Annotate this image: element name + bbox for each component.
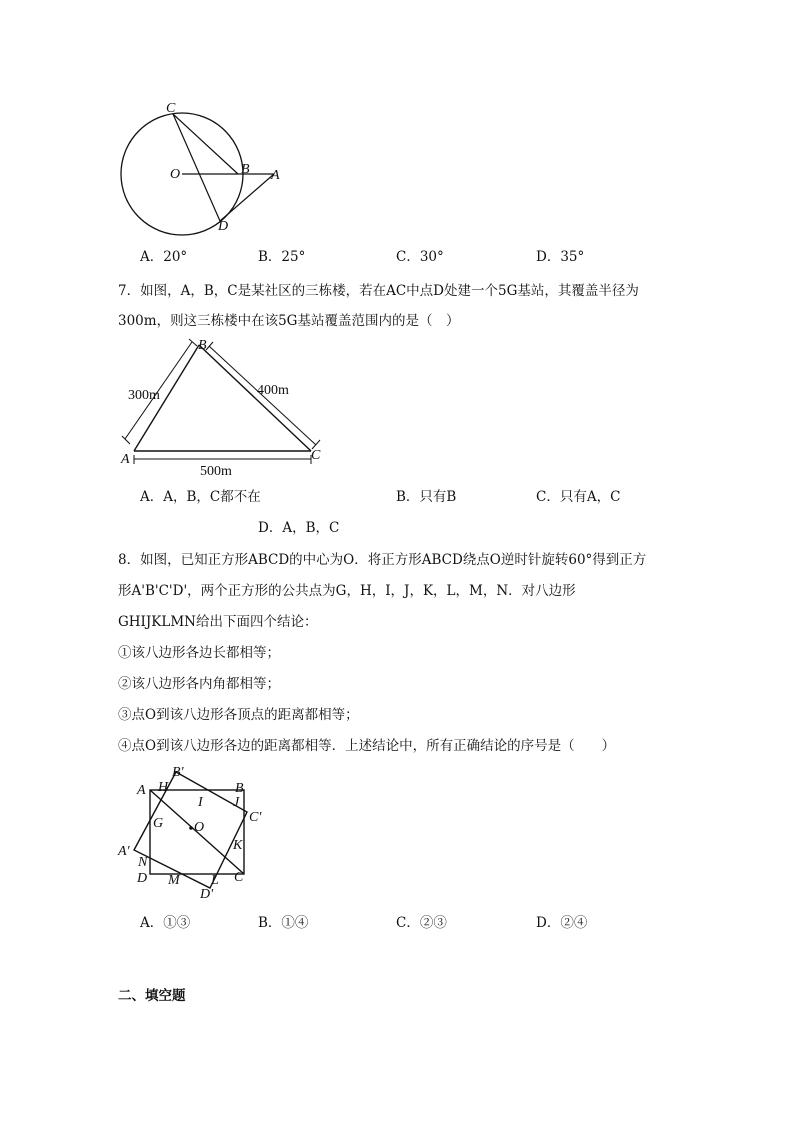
q8-text-line1: 8．如图，已知正方形ABCD的中心为O．将正方形ABCD绕点O逆时针旋转60°得到正方: [118, 552, 647, 568]
q8-conclusion-1: ①该八边形各边长都相等；: [118, 645, 280, 661]
q7-option-b[interactable]: B．只有B: [396, 489, 457, 505]
label-a: A: [121, 452, 130, 467]
q6-option-a[interactable]: A．20°: [140, 249, 188, 265]
q8-option-a[interactable]: A．①③: [140, 915, 191, 931]
segment-ad: [220, 174, 274, 221]
q8-conclusion-3: ③点O到该八边形各顶点的距离都相等；: [118, 707, 359, 723]
label-l: L: [211, 873, 219, 888]
label-ac-length: 500m: [200, 464, 232, 479]
q7-text-line1: 7．如图，A，B，C是某社区的三栋楼，若在AC中点D处建一个5G基站，其覆盖半径为: [118, 283, 639, 299]
q8-option-c[interactable]: C．②③: [396, 915, 447, 931]
label-o: O: [194, 820, 205, 835]
q6-option-b[interactable]: B．25°: [258, 249, 306, 265]
label-b: B: [241, 162, 250, 177]
label-g: G: [153, 816, 164, 831]
q6-circle-figure: [110, 98, 300, 238]
label-d: D: [218, 219, 229, 234]
q8-conclusion-4: ④点O到该八边形各边的距离都相等．上述结论中，所有正确结论的序号是（ ）: [118, 738, 616, 754]
label-a: A: [137, 783, 146, 798]
label-k: K: [233, 838, 243, 853]
q8-option-d[interactable]: D．②④: [536, 915, 588, 931]
label-j: J: [233, 795, 240, 810]
label-a-prime: A': [118, 844, 130, 859]
label-a: A: [271, 168, 280, 183]
label-d: D: [137, 871, 148, 886]
label-h: H: [158, 780, 169, 795]
q7-triangle-figure: [112, 336, 332, 486]
label-b: B: [198, 338, 207, 353]
q7-option-c[interactable]: C．只有A，C: [536, 489, 621, 505]
label-ab-length: 300m: [128, 388, 160, 403]
q8-squares-figure: [112, 762, 272, 902]
label-b: B: [235, 781, 244, 796]
label-c: C: [311, 448, 321, 463]
q7-option-a[interactable]: A．A，B，C都不在: [140, 489, 261, 505]
label-c-prime: C': [249, 810, 262, 825]
q8-conclusion-2: ②该八边形各内角都相等；: [118, 676, 280, 692]
label-n: N: [138, 855, 148, 870]
q7-text-line2: 300m，则这三栋楼中在该5G基站覆盖范围内的是（ ）: [118, 313, 460, 329]
label-b-prime: B': [172, 765, 184, 780]
label-bc-length: 400m: [257, 383, 289, 398]
label-c: C: [234, 870, 244, 885]
q7-option-d[interactable]: D．A，B，C: [258, 520, 340, 536]
label-o: O: [170, 167, 181, 182]
label-i: I: [198, 795, 203, 810]
section-heading-fill-in: 二、填空题: [118, 988, 186, 1004]
q8-option-b[interactable]: B．①④: [258, 915, 309, 931]
q8-text-line3: GHIJKLMN给出下面四个结论：: [118, 614, 318, 630]
label-c: C: [166, 101, 176, 116]
label-m: M: [168, 873, 180, 888]
label-d-prime: D': [200, 887, 214, 902]
q6-option-d[interactable]: D．35°: [536, 249, 585, 265]
q6-option-c[interactable]: C．30°: [396, 249, 444, 265]
segment-cb: [173, 114, 238, 174]
q8-text-line2: 形A'B'C'D'，两个正方形的公共点为G，H，I，J，K，L，M，N．对八边形: [118, 583, 576, 599]
